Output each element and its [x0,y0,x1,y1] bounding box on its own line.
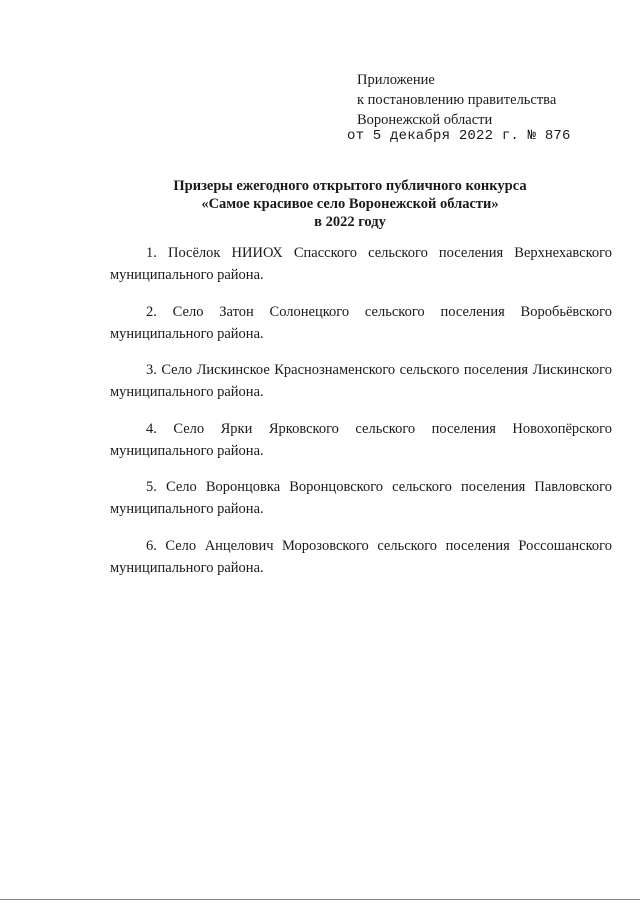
list-item: 1. Посёлок НИИОХ Спасского сельского поселения Верхнехавского муниципального района. [110,245,612,283]
list-item: 6. Село Анцелович Морозовского сельского поселения Россошанского муниципального района. [110,537,612,576]
winners-list [110,242,612,588]
title-line-3: в 2022 году [314,214,386,230]
appendix-reference: к постановлению правительства [357,92,557,108]
appendix-label: Приложение [357,72,435,88]
document-title [110,177,590,231]
decree-date-number: от 5 декабря 2022 г. № 876 [347,128,571,144]
appendix-header [357,70,556,130]
title-line-1: Призеры ежегодного открытого публичного конкурса [173,178,527,194]
list-item: 5. Село Воронцовка Воронцовского сельского поселения Павловского муниципального района. [110,479,612,517]
list-item: 2. Село Затон Солонецкого сельского поселения Воробьёвского муниципального района. [110,303,612,342]
title-line-2: «Самое красивое село Воронежской области» [201,196,499,212]
list-item: 4. Село Ярки Ярковского сельского поселения Новохопёрского муниципального района. [110,420,612,459]
list-item: 3. Село Лискинское Краснознаменского сельского поселения Лискинского муниципального района. [110,362,612,400]
scan-edge-line [0,899,640,900]
appendix-region: Воронежской области [357,112,493,128]
